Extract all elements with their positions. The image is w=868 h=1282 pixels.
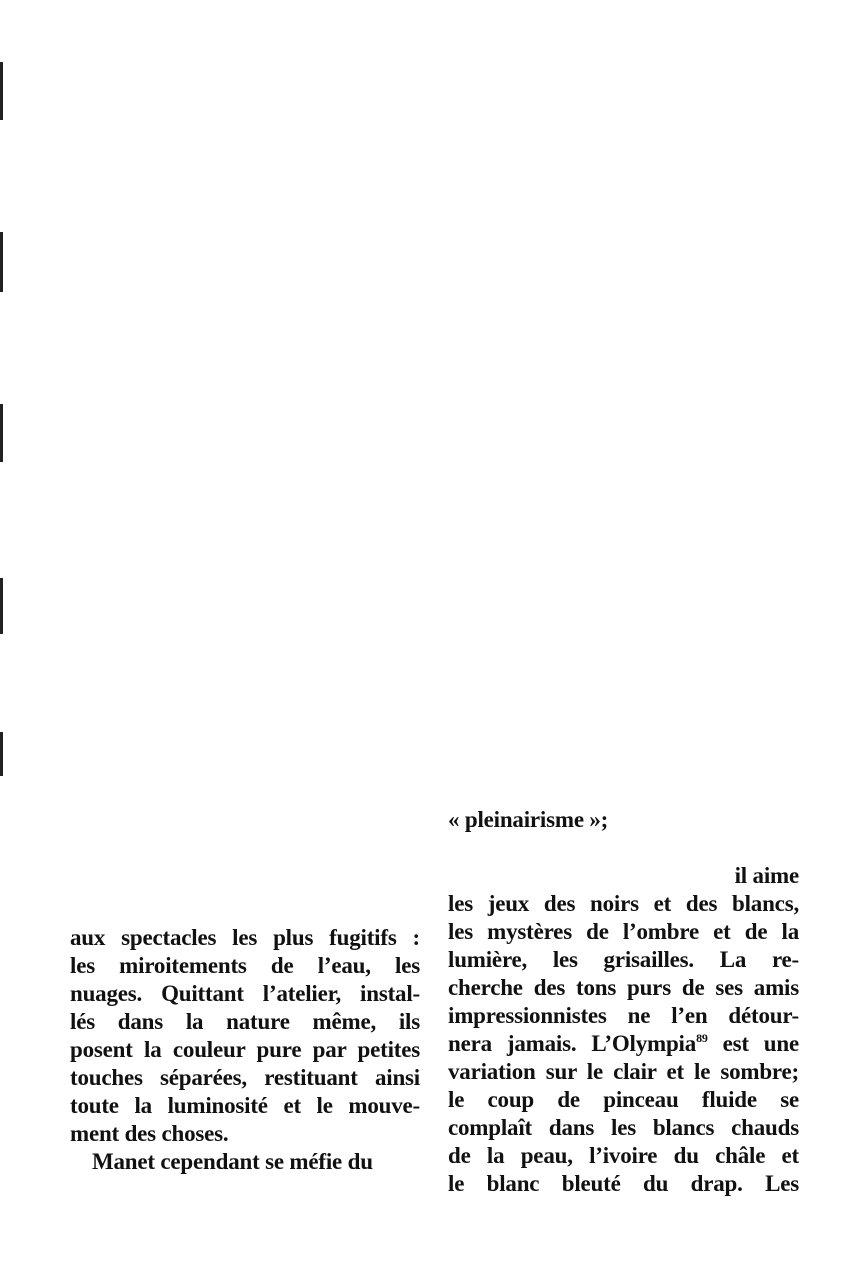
text-line: de la peau, l’ivoire du châle et — [448, 1143, 799, 1168]
right-text-column — [448, 806, 799, 1198]
scan-edge-mark — [0, 232, 3, 292]
scan-edge-mark — [0, 404, 3, 462]
text-line: les miroitements de l’eau, les — [70, 953, 420, 978]
text-line: aux spectacles les plus fugitifs : — [70, 925, 420, 950]
text-line: ment des choses. — [70, 1121, 229, 1146]
scan-edge-mark — [0, 732, 3, 776]
text-line: impressionnistes ne l’en détour- — [448, 1003, 799, 1028]
scan-edge-mark — [0, 578, 3, 634]
text-line: posent la couleur pure par petites — [70, 1037, 420, 1062]
text-line: variation sur le clair et le sombre; — [448, 1059, 799, 1084]
text-line: il aime — [734, 863, 799, 888]
text-line: les mystères de l’ombre et de la — [448, 919, 799, 944]
text-line: complaît dans les blancs chauds — [448, 1115, 799, 1140]
text-line: toute la luminosité et le mouve- — [70, 1093, 420, 1118]
text-line: le coup de pinceau fluide se — [448, 1087, 799, 1112]
text-line: nuages. Quittant l’atelier, instal- — [70, 981, 420, 1006]
text-fragment: nera jamais. L’Olympia — [448, 1031, 697, 1056]
text-line: cherche des tons purs de ses amis — [448, 975, 799, 1000]
text-line: le blanc bleuté du drap. Les — [448, 1171, 799, 1196]
text-line: lés dans la nature même, ils — [70, 1009, 420, 1034]
scan-edge-mark — [0, 62, 3, 120]
text-line: les jeux des noirs et des blancs, — [448, 891, 799, 916]
text-fragment: est une — [707, 1031, 800, 1056]
text-line-with-footnote — [448, 1030, 799, 1058]
left-text-column — [70, 924, 420, 1176]
footnote-reference: 89 — [696, 1031, 708, 1045]
blank-line — [448, 834, 799, 862]
text-line: lumière, les grisailles. La re- — [448, 947, 799, 972]
text-line: Manet cependant se méfie du — [92, 1149, 373, 1174]
quoted-term: « pleinairisme »; — [448, 807, 609, 832]
text-line: touches séparées, restituant ainsi — [70, 1065, 420, 1090]
